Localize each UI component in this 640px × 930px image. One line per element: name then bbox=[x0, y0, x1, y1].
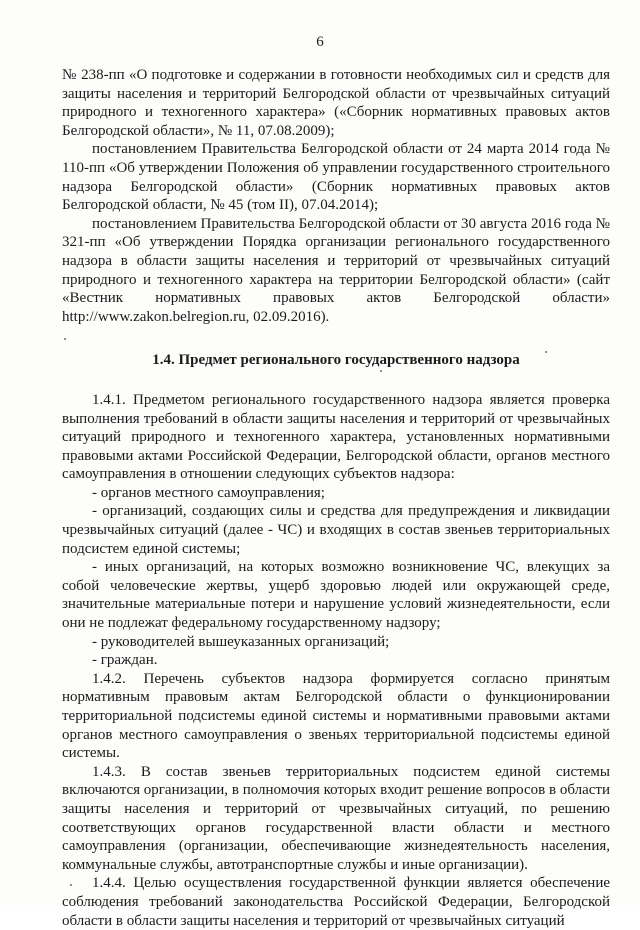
scan-speck bbox=[545, 351, 547, 353]
intro-paragraph-1: № 238-пп «О подготовке и содержании в готовности необходимых сил и средств для защиты населения и территорий Белгородской области от чрезвычайных ситуаций природного и техногенного характера» («Сборник нормативных правовых актов Белгородской области», № 11, 07.08.2009); bbox=[62, 67, 610, 139]
subject-list-item-1: - органов местного самоуправления; bbox=[92, 484, 325, 501]
section-paragraph-1-4-2: 1.4.2. Перечень субъектов надзора формируется согласно принятым нормативным правовым актам Белгородской области о функционировании территориальной подсистемы единой системы и нормативными правовыми актами органов местного самоуправления о звеньях территориальной подсистемы единой системы. bbox=[62, 670, 610, 762]
section-paragraph-1-4-4: 1.4.4. Целью осуществления государственной функции является обеспечение соблюдения требований законодательства Российской Федерации, Белгородской области в области защиты населения и территорий от чрезвычайных ситуаций bbox=[62, 875, 610, 929]
intro-paragraph-3: постановлением Правительства Белгородской области от 30 августа 2016 года № 321-пп «Об утверждении Порядка организации регионального государственного надзора в области защиты населения и территорий от чрезвычайных ситуаций природного и техногенного характера на территории Белгородской области» (сайт «Вестник нормативных правовых актов Белгородской области» http://www.zakon.belregion.ru, 02.09.2016). bbox=[62, 215, 610, 325]
subject-list-item-5: - граждан. bbox=[92, 652, 158, 669]
intro-paragraph-2: постановлением Правительства Белгородской области от 24 марта 2014 года № 110-пп «Об утверждении Положения об управлении государственного строительного надзора Белгородской области» (Сборник нормативных правовых актов Белгородской области, № 45 (том II), 07.04.2014); bbox=[62, 141, 610, 214]
section-paragraph-1-4-3: 1.4.3. В состав звеньев территориальных подсистем единой системы включаются организации, в полномочия которых входит решение вопросов в области защиты населения и территорий от чрезвычайных ситуаций, по решению соответствующих органов государственной власти области и местного самоуправления (организации, обеспечивающие жизнедеятельность населения, коммунальные службы, автотранспортные службы и иные организации). bbox=[62, 763, 610, 873]
document-body bbox=[62, 66, 610, 930]
page-number: 6 bbox=[316, 34, 324, 50]
subject-list-item-2: - организаций, создающих силы и средства для предупреждения и ликвидации чрезвычайных ситуаций (далее - ЧС) и входящих в состав звеньев территориальных подсистем единой системы; bbox=[62, 503, 610, 557]
subject-list-item-4: - руководителей вышеуказанных организаций; bbox=[92, 633, 390, 650]
section-heading: 1.4. Предмет регионального государственного надзора bbox=[152, 352, 520, 369]
scan-speck bbox=[380, 370, 382, 372]
scan-speck bbox=[64, 338, 66, 340]
section-paragraph-1-4-1: 1.4.1. Предметом регионального государственного надзора является проверка выполнения требований в области защиты населения и территорий от чрезвычайных ситуаций природного и техногенного характера, установленных нормативными правовыми актами Российской Федерации, Белгородской области, органов местного самоуправления в отношении следующих субъектов надзора: bbox=[62, 391, 610, 483]
subject-list-item-3: - иных организаций, на которых возможно возникновение ЧС, влекущих за собой человеческие жертвы, ущерб здоровью людей или окружающей среде, значительные материальные потери и нарушение условий жизнедеятельности, если они не подлежат федеральному государственному надзору; bbox=[62, 559, 610, 632]
scan-speck bbox=[70, 884, 72, 886]
